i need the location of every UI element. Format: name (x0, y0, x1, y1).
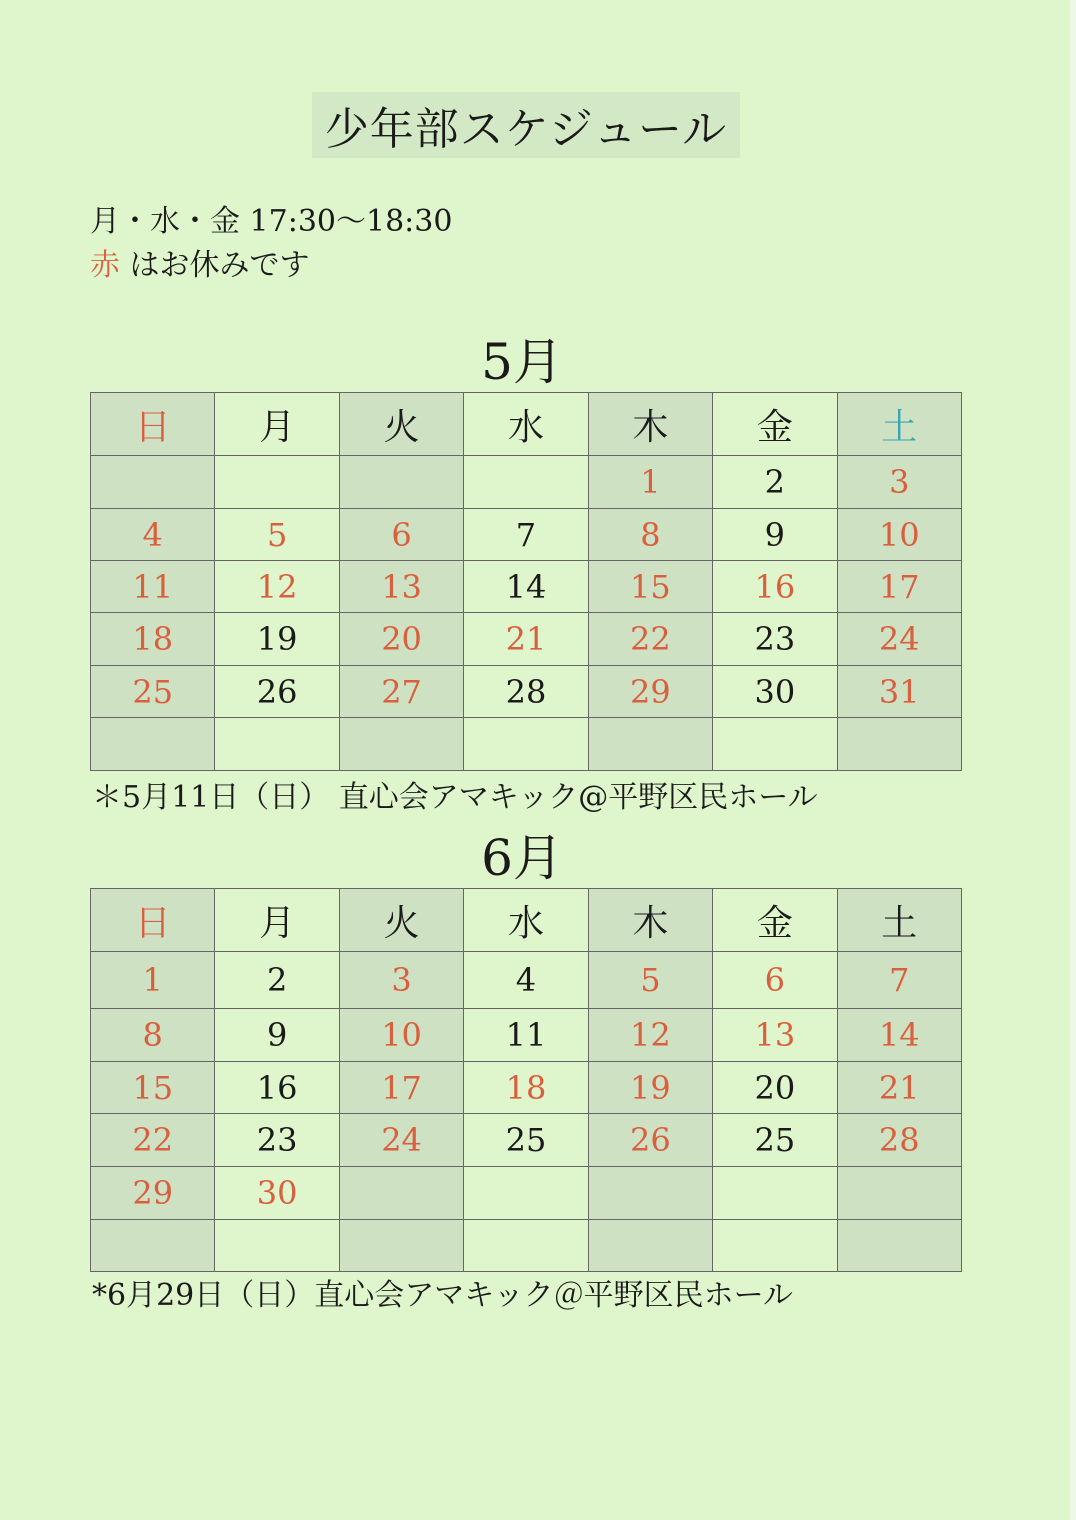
weekday-header-row (91, 889, 962, 952)
day-cell: 21 (837, 1062, 961, 1114)
holiday-legend-red-word: 赤 (90, 248, 120, 283)
day-cell: 15 (588, 561, 712, 613)
page-title: 少年部スケジュール (324, 104, 728, 155)
empty-day-cell (339, 456, 463, 509)
empty-day-cell (339, 1167, 463, 1220)
holiday-legend (90, 240, 310, 284)
empty-day-cell (837, 718, 961, 771)
empty-day-cell (215, 1220, 339, 1272)
empty-day-cell (588, 1167, 712, 1220)
day-cell: 21 (464, 613, 588, 666)
empty-day-cell (91, 1220, 215, 1272)
day-cell: 22 (91, 1114, 215, 1167)
empty-day-cell (713, 1220, 837, 1272)
day-cell: 10 (339, 1009, 463, 1062)
empty-day-cell (91, 456, 215, 509)
empty-day-cell (837, 1167, 961, 1220)
weekday-header: 月 (215, 393, 339, 456)
day-cell: 12 (215, 561, 339, 613)
day-cell: 22 (588, 613, 712, 666)
day-cell: 9 (215, 1009, 339, 1062)
week-row (91, 1009, 962, 1062)
day-cell: 1 (588, 456, 712, 509)
day-cell: 17 (339, 1062, 463, 1114)
weekday-header: 金 (713, 393, 837, 456)
day-cell: 20 (339, 613, 463, 666)
empty-day-cell (215, 456, 339, 509)
empty-day-cell (588, 1220, 712, 1272)
empty-day-cell (837, 1220, 961, 1272)
day-cell: 3 (339, 952, 463, 1009)
day-cell: 25 (464, 1114, 588, 1167)
week-row (91, 509, 962, 561)
day-cell: 6 (713, 952, 837, 1009)
day-cell: 30 (215, 1167, 339, 1220)
day-cell: 26 (215, 666, 339, 718)
weekday-header: 土 (837, 889, 961, 952)
day-cell: 18 (464, 1062, 588, 1114)
week-row (91, 718, 962, 771)
title-banner (312, 92, 740, 158)
day-cell: 10 (837, 509, 961, 561)
day-cell: 16 (713, 561, 837, 613)
empty-day-cell (215, 718, 339, 771)
practice-hours: 月・水・金 17:30～18:30 (90, 204, 453, 239)
day-cell: 28 (837, 1114, 961, 1167)
weekday-header: 金 (713, 889, 837, 952)
day-cell: 30 (713, 666, 837, 718)
day-cell: 24 (837, 613, 961, 666)
day-cell: 25 (713, 1114, 837, 1167)
weekday-header: 木 (588, 889, 712, 952)
weekday-header: 日 (91, 393, 215, 456)
day-cell: 2 (215, 952, 339, 1009)
week-row (91, 1062, 962, 1114)
day-cell: 25 (91, 666, 215, 718)
day-cell: 20 (713, 1062, 837, 1114)
event-note-june: *6月29日（日）直心会アマキック＠平野区民ホール (92, 1278, 794, 1313)
day-cell: 29 (588, 666, 712, 718)
calendar-may (90, 392, 962, 771)
weekday-header: 火 (339, 889, 463, 952)
week-row (91, 456, 962, 509)
weekday-header: 火 (339, 393, 463, 456)
empty-day-cell (464, 718, 588, 771)
day-cell: 5 (215, 509, 339, 561)
day-cell: 11 (464, 1009, 588, 1062)
day-cell: 6 (339, 509, 463, 561)
empty-day-cell (713, 718, 837, 771)
holiday-legend-text: はお休みです (129, 248, 310, 283)
empty-day-cell (339, 1220, 463, 1272)
event-note-may: ＊5月11日（日） 直心会アマキック@平野区民ホール (92, 780, 818, 815)
empty-day-cell (464, 1220, 588, 1272)
day-cell: 15 (91, 1062, 215, 1114)
month-title-june: 6月 (481, 829, 563, 887)
week-row (91, 666, 962, 718)
day-cell: 12 (588, 1009, 712, 1062)
day-cell: 14 (837, 1009, 961, 1062)
day-cell: 19 (588, 1062, 712, 1114)
weekday-header: 月 (215, 889, 339, 952)
empty-day-cell (713, 1167, 837, 1220)
day-cell: 13 (339, 561, 463, 613)
day-cell: 26 (588, 1114, 712, 1167)
week-row (91, 613, 962, 666)
week-row (91, 561, 962, 613)
day-cell: 23 (215, 1114, 339, 1167)
day-cell: 14 (464, 561, 588, 613)
day-cell: 2 (713, 456, 837, 509)
day-cell: 11 (91, 561, 215, 613)
day-cell: 7 (837, 952, 961, 1009)
page-edge (1070, 0, 1076, 1520)
empty-day-cell (464, 1167, 588, 1220)
weekday-header: 木 (588, 393, 712, 456)
day-cell: 4 (91, 509, 215, 561)
day-cell: 3 (837, 456, 961, 509)
weekday-header: 水 (464, 889, 588, 952)
week-row (91, 1220, 962, 1272)
day-cell: 18 (91, 613, 215, 666)
day-cell: 9 (713, 509, 837, 561)
weekday-header: 水 (464, 393, 588, 456)
day-cell: 5 (588, 952, 712, 1009)
month-title-may: 5月 (481, 333, 563, 391)
weekday-header: 土 (837, 393, 961, 456)
empty-day-cell (588, 718, 712, 771)
day-cell: 8 (588, 509, 712, 561)
day-cell: 16 (215, 1062, 339, 1114)
day-cell: 29 (91, 1167, 215, 1220)
day-cell: 31 (837, 666, 961, 718)
calendar-june (90, 888, 962, 1272)
week-row (91, 952, 962, 1009)
weekday-header-row (91, 393, 962, 456)
week-row (91, 1167, 962, 1220)
day-cell: 27 (339, 666, 463, 718)
week-row (91, 1114, 962, 1167)
day-cell: 17 (837, 561, 961, 613)
day-cell: 13 (713, 1009, 837, 1062)
empty-day-cell (464, 456, 588, 509)
weekday-header: 日 (91, 889, 215, 952)
day-cell: 8 (91, 1009, 215, 1062)
empty-day-cell (91, 718, 215, 771)
day-cell: 7 (464, 509, 588, 561)
day-cell: 24 (339, 1114, 463, 1167)
day-cell: 4 (464, 952, 588, 1009)
day-cell: 28 (464, 666, 588, 718)
day-cell: 19 (215, 613, 339, 666)
day-cell: 1 (91, 952, 215, 1009)
empty-day-cell (339, 718, 463, 771)
day-cell: 23 (713, 613, 837, 666)
